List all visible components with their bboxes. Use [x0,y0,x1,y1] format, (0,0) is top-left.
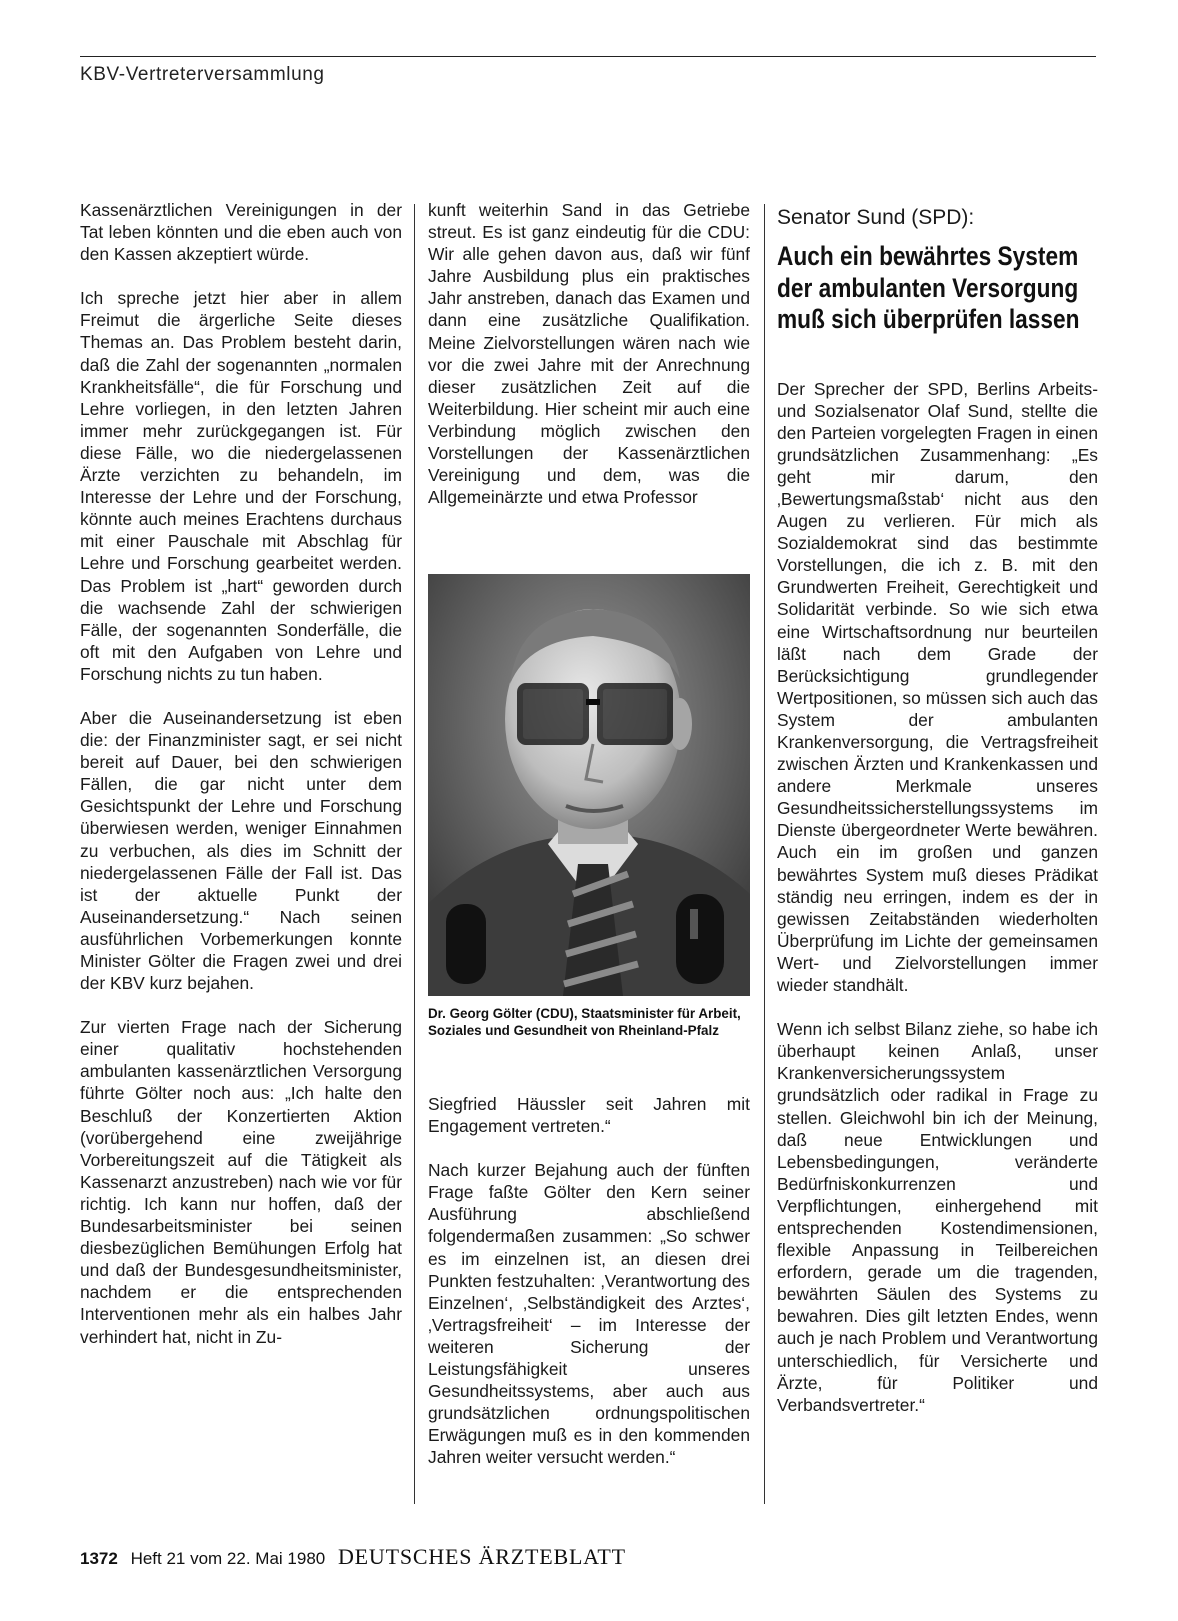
portrait-photo [428,574,750,996]
issue-info: Heft 21 vom 22. Mai 1980 [130,1549,326,1568]
portrait-illustration [428,574,750,996]
left-column [80,199,402,1370]
header-rule [80,56,1096,57]
paragraph: Siegfried Häussler seit Jahren mit Engagement vertreten.“ [428,1094,750,1137]
paragraph: kunft weiterhin Sand in das Getriebe streut. Es ist ganz eindeutig für die CDU: Wir alle gehen davon aus, daß wir fünf Jahre Ausbildung plus ein praktisches Jahr anstreben, danach das Examen und dann eine zusätzliche Qualifikation. Meine Zielvorstellungen wären nach wie vor die zwei Jahre mit der Anrechnung dieser zusätzlichen Zeit auf die Weiterbildung. Hier scheint mir auch eine Verbindung möglich zwischen den Vorstellungen der Kassenärztlichen Vereinigung und dem, was die Allgemeinärzte und etwa Professor [428,200,750,508]
paragraph: Aber die Auseinandersetzung ist eben die: der Finanzminister sagt, er sei nicht bereit auf Dauer, bei den schwierigen Fällen, die gar nicht unter dem Gesichtspunkt der Lehre und Forschung überwiesen werden, weniger Einnahmen zu verbuchen, als dies im Schnitt der niedergelassenen Fälle der Fall ist. Das ist der aktuelle Punkt der Auseinandersetzung.“ Nach seinen ausführlichen Vorbemerkungen konnte Minister Gölter die Fragen zwei und drei der KBV kurz bejahen. [80,707,402,994]
masthead: DEUTSCHES ÄRZTEBLATT [337,1544,626,1569]
section-kicker: Senator Sund (SPD): [777,206,975,229]
page-number: 1372 [80,1549,118,1568]
photo-caption: Dr. Georg Gölter (CDU), Staatsminister für Arbeit, Soziales und Gesundheit von Rheinland-Pfalz [428,1006,741,1038]
page-footer [80,1544,626,1570]
paragraph: Nach kurzer Bejahung auch der fünften Frage faßte Gölter den Kern seiner Ausführung abschließend folgendermaßen zusammen: „So schwer es im einzelnen ist, an diesen drei Punkten festzuhalten: ‚Verantwortung des Einzelnen‘, ‚Selbständigkeit des Arztes‘, ‚Vertragsfreiheit‘ – im Interesse der weiteren Sicherung der Leistungsfähigkeit unseres Gesundheitssystems, aber auch aus grundsätzlichen ordnungspolitischen Erwägungen muß es in den kommenden Jahren weiter versucht werden.“ [428,1160,750,1468]
section-title: Auch ein bewährtes System der ambulanten Versorgung muß sich überprüfen lassen [777,241,1080,334]
section-label: KBV-Vertreterversammlung [80,64,325,85]
column-divider [414,204,415,1504]
paragraph: Zur vierten Frage nach der Sicherung einer qualitativ hochstehenden ambulanten kassenärztlichen Versorgung führte Gölter noch aus: „Ich halte den Beschluß der Konzertierten Aktion (vorübergehend eine zweijährige Vorbereitungszeit auf die Tätigkeit als Kassenarzt anzustreben) nach wie vor für richtig. Ich kann nur hoffen, daß der Bundesarbeitsminister bei seinen diesbezüglichen Bemühungen Erfolg hat und daß der Bundesgesundheitsminister, nachdem er die entsprechenden Interventionen mehr als ein halbes Jahr verhindert hat, nicht in Zu- [80,1017,402,1347]
paragraph: Kassenärztlichen Vereinigungen in der Tat leben könnten und die eben auch von den Kassen akzeptiert würde. [80,200,402,265]
paragraph: Wenn ich selbst Bilanz ziehe, so habe ich überhaupt keinen Anlaß, unser Krankenversicherungssystem grundsätzlich oder radikal in Frage zu stellen. Gleichwohl bin ich der Meinung, daß neue Entwicklungen und Lebensbedingungen, veränderte Bedürfniskonkurrenzen und Verpflichtungen, einhergehend mit entsprechenden Kostendimensionen, flexible Anpassung in Teilbereichen erfordern, gerade um die tragenden, bewährten Säulen des Systems zu bewahren. Dies gilt letzten Endes, wenn auch je nach Problem und Verantwortung unterschiedlich, für Versicherte und Ärzte, für Politiker und Verbandsvertreter.“ [777,1019,1098,1415]
middle-column-bottom [428,1093,750,1491]
column-divider [764,204,765,1504]
paragraph: Ich spreche jetzt hier aber in allem Freimut die ärgerliche Seite dieses Themas an. Das Problem besteht darin, daß die Zahl der sogenannten „normalen Krankheitsfälle“, die für Forschung und Lehre vorliegen, in den letzten Jahren immer mehr zurückgegangen ist. Für diese Fälle, wo die niedergelassenen Ärzte verzichten zu behandeln, im Interesse der Lehre und der Forschung, könnte auch meines Erachtens durchaus mit einer Pauschale mit Abschlag für Lehre und Forschung gearbeitet werden. Das Problem ist „hart“ geworden durch die wachsende Zahl der schwierigen Fälle, der sogenannten Sonderfälle, die oft mit den Aufgaben von Lehre und Forschung nichts zu tun haben. [80,288,402,684]
paragraph: Der Sprecher der SPD, Berlins Arbeits- und Sozialsenator Olaf Sund, stellte die den Parteien vorgelegten Fragen in einen grundsätzlichen Zusammenhang: „Es geht mir darum, den ‚Bewertungsmaßstab‘ nicht aus den Augen zu verlieren. Für mich als Sozialdemokrat sind das bestimmte Vorstellungen, die ich z. B. mit den Grundwerten Freiheit, Gerechtigkeit und Solidarität verbinde. So wie sich etwa eine Wirtschaftsordnung nur beurteilen läßt nach dem Grade der Berücksichtigung grundlegender Wertpositionen, so müssen sich auch das System der ambulanten Krankenversorgung, die Vertragsfreiheit zwischen Ärzten und Krankenkassen und andere Merkmale unseres Gesundheitssicherstellungssystems im Dienste übergeordneter Werte bewähren. Auch ein im großen und ganzen bewährtes System muß dieses Prädikat ständig neu erringen, indem es der in gewissen Zeitabständen wiederholten Überprüfung im Lichte der gemeinsamen Wert- und Zielvorstellungen immer wieder standhält. [777,378,1098,996]
right-column [777,199,1098,1438]
middle-column-top [428,199,750,530]
